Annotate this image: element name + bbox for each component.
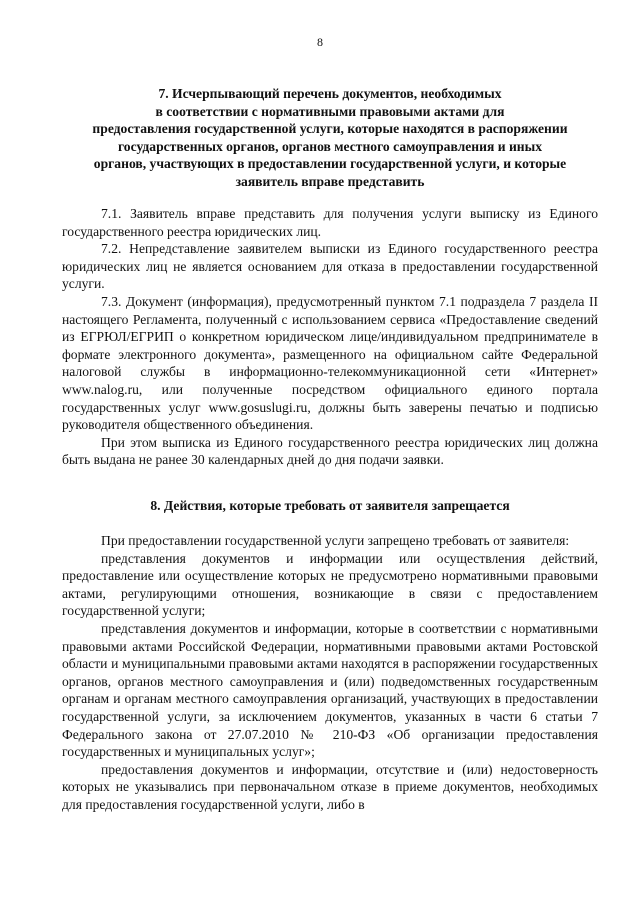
page-number: 8 (317, 35, 323, 49)
section-8-heading: 8. Действия, которые требовать от заявителя запрещается (150, 498, 510, 513)
section-7-heading-line: предоставления государственной услуги, которые находятся в распоряжении (92, 121, 568, 137)
section-7-heading-line: государственных органов, органов местного самоуправления и иных (117, 138, 543, 154)
section-8-body (62, 532, 598, 814)
section-7-heading (62, 85, 598, 191)
section-7-body (62, 205, 598, 469)
paragraph-8-item: представления документов и информации или осуществления действий, предоставление или осуществление которых не предусмотрено нормативными правовыми актами, регулирующими отношения, возникающие в связи с предоставлением государственной услуги; (62, 550, 598, 619)
section-7-heading-line: заявитель вправе представить (235, 173, 425, 189)
paragraph-7-2: 7.2. Непредставление заявителем выписки из Единого государственного реестра юридических лиц не является основанием для отказа в предоставлении государственной услуги. (62, 241, 598, 292)
section-7-heading-block (62, 85, 598, 191)
paragraph-7-3: 7.3. Документ (информация), предусмотренный пунктом 7.1 подраздела 7 раздела II настоящего Регламента, полученный с использованием сервиса «Предоставление сведений из ЕГРЮЛ/ЕГРИП о конкретном юридическом лице/индивидуальном предпринимателе в формате электронного документа», размещенного на официальном сайте Федеральной налоговой службы в информационно-телекоммуникационной сети «Интернет» www.nalog.ru, или полученные посредством официального единого портала государственных услуг www.gosuslugi.ru, должны быть заверены печатью и подписью руководителя общественного объединения. (62, 293, 598, 433)
paragraph-8-intro: При предоставлении государственной услуги запрещено требовать от заявителя: (101, 533, 570, 548)
paragraph-7-3-note: При этом выписка из Единого государственного реестра юридических лиц должна быть выдана не ранее 30 календарных дней до дня подачи заявки. (62, 434, 598, 468)
paragraph-8-item: представления документов и информации, которые в соответствии с нормативными правовыми актами Российской Федерации, нормативными правовыми актами Ростовской области и муниципальными правовыми актами находятся в распоряжении государственных органов, органов местного самоуправления и (или) подведомственных государственным органам и органам местного самоуправления организаций, участвующих в предоставлении государственной услуги, за исключением документов, указанных в части 6 статьи 7 Федерального закона от 27.07.2010 № 210-ФЗ «Об организации предоставления государственных и муниципальных услуг»; (62, 620, 598, 760)
section-7-heading-line: в соответствии с нормативными правовыми актами для (155, 103, 505, 119)
section-7-heading-line: органов, участвующих в предоставлении государственной услуги, и которые (93, 156, 567, 172)
section-7-heading-line: 7. Исчерпывающий перечень документов, необходимых (158, 86, 502, 101)
section-8-heading-block (62, 497, 598, 515)
paragraph-8-item: предоставления документов и информации, отсутствие и (или) недостоверность которых не указывались при первоначальном отказе в приеме документов, необходимых для предоставления государственной услуги, либо в (62, 761, 598, 812)
paragraph-7-1: 7.1. Заявитель вправе представить для получения услуги выписку из Единого государственного реестра юридических лиц. (62, 206, 598, 239)
